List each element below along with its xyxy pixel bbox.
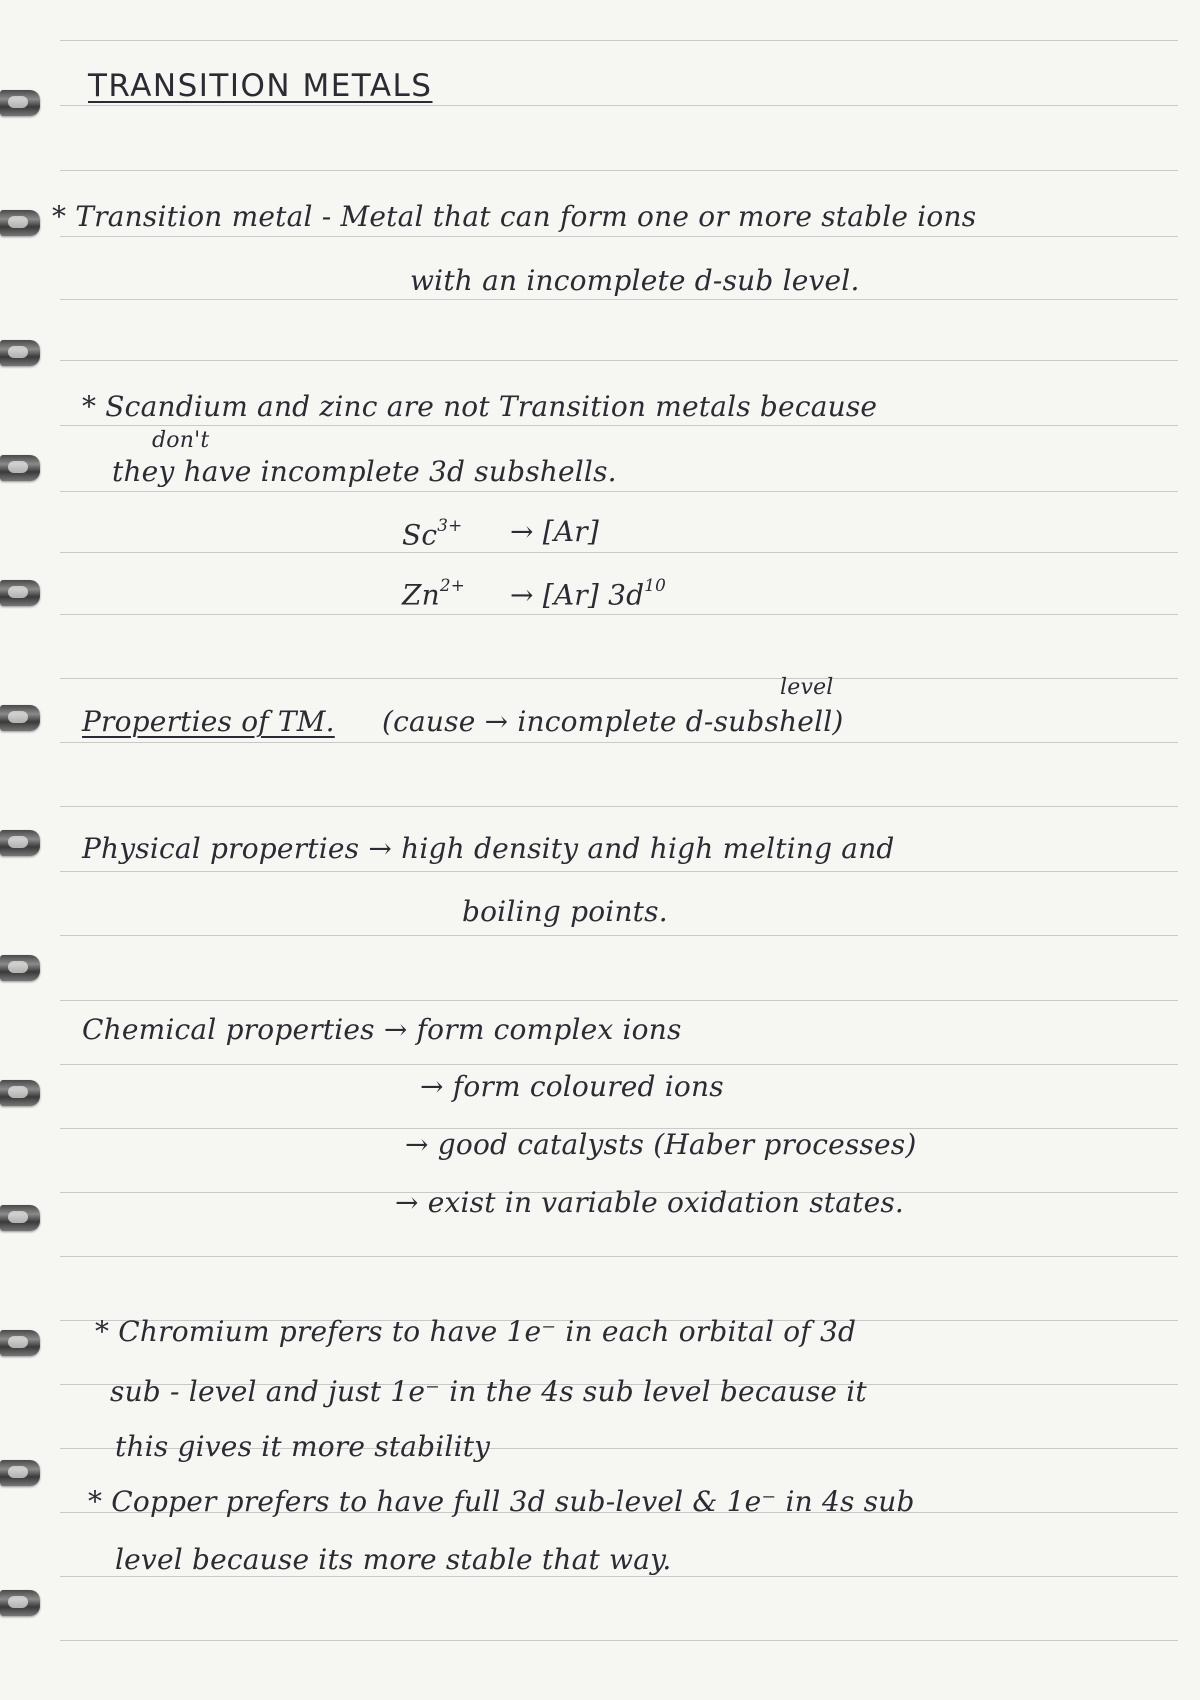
caret-insert-level: level bbox=[780, 675, 834, 700]
binder-hook bbox=[0, 580, 40, 606]
ruled-line bbox=[60, 491, 1178, 492]
binder-hook bbox=[0, 340, 40, 366]
scandium-symbol: Sc bbox=[402, 518, 438, 552]
ruled-line bbox=[60, 299, 1178, 300]
definition-line-2: with an incomplete d-sub level. bbox=[410, 264, 860, 297]
scandium-configuration: → [Ar] bbox=[510, 515, 600, 548]
chemical-properties-line-1: Chemical properties → form complex ions bbox=[82, 1013, 682, 1046]
ruled-line bbox=[60, 40, 1178, 41]
ruled-line bbox=[60, 806, 1178, 807]
ruled-line bbox=[60, 1064, 1178, 1065]
physical-properties-line-2: boiling points. bbox=[462, 895, 668, 928]
zinc-symbol: Zn bbox=[402, 578, 440, 612]
ruled-line bbox=[60, 425, 1178, 426]
binder-hook bbox=[0, 955, 40, 981]
page-title: TRANSITION METALS bbox=[88, 68, 433, 104]
ruled-line bbox=[60, 1576, 1178, 1577]
caret-insert-dont: don't bbox=[152, 428, 210, 453]
ruled-line bbox=[60, 871, 1178, 872]
physical-properties-line-1: Physical properties → high density and high melting and bbox=[82, 832, 895, 865]
scandium-ion bbox=[402, 515, 462, 551]
chromium-line-1: * Chromium prefers to have 1e⁻ in each orbital of 3d bbox=[95, 1315, 857, 1348]
scandium-charge: 3+ bbox=[437, 515, 463, 535]
zinc-config-exponent: 10 bbox=[644, 575, 667, 595]
ruled-line bbox=[60, 1640, 1178, 1641]
zinc-charge: 2+ bbox=[439, 575, 466, 595]
scandium-zinc-line-1: * Scandium and zinc are not Transition metals because bbox=[82, 390, 878, 423]
ruled-line bbox=[60, 552, 1178, 553]
binder-hook bbox=[0, 1080, 40, 1106]
ruled-line bbox=[60, 678, 1178, 679]
chemical-properties-line-2: → form coloured ions bbox=[420, 1070, 724, 1103]
copper-line-1: * Copper prefers to have full 3d sub-level & 1e⁻ in 4s sub bbox=[88, 1485, 915, 1518]
scandium-zinc-line-2: they have incomplete 3d subshells. bbox=[112, 455, 617, 488]
ruled-line bbox=[60, 170, 1178, 171]
binder-hook bbox=[0, 830, 40, 856]
chemical-properties-line-3: → good catalysts (Haber processes) bbox=[405, 1128, 917, 1161]
binder-hook bbox=[0, 1590, 40, 1616]
binder-hook bbox=[0, 1205, 40, 1231]
ruled-line bbox=[60, 1000, 1178, 1001]
binder-hook bbox=[0, 1330, 40, 1356]
chemical-properties-line-4: → exist in variable oxidation states. bbox=[395, 1186, 905, 1219]
binder-hook bbox=[0, 705, 40, 731]
ruled-line bbox=[60, 1256, 1178, 1257]
chromium-line-3: this gives it more stability bbox=[115, 1430, 491, 1463]
ruled-line bbox=[60, 742, 1178, 743]
properties-cause-note: (cause → incomplete d-subshell) bbox=[382, 705, 844, 738]
ruled-line bbox=[60, 236, 1178, 237]
ruled-line bbox=[60, 105, 1178, 106]
binder-hook bbox=[0, 1460, 40, 1486]
zinc-ion bbox=[402, 575, 465, 611]
properties-heading: Properties of TM. bbox=[82, 705, 335, 738]
binder-hook bbox=[0, 210, 40, 236]
chromium-line-2: sub - level and just 1e⁻ in the 4s sub level because it bbox=[110, 1375, 867, 1408]
ruled-line bbox=[60, 614, 1178, 615]
binder-hook bbox=[0, 455, 40, 481]
ruled-line bbox=[60, 935, 1178, 936]
copper-line-2: level because its more stable that way. bbox=[115, 1543, 672, 1576]
ruled-line bbox=[60, 360, 1178, 361]
zinc-config-text: → [Ar] 3d bbox=[510, 578, 645, 612]
definition-line-1: * Transition metal - Metal that can form one or more stable ions bbox=[52, 200, 977, 233]
zinc-configuration bbox=[510, 575, 666, 611]
binder-hook bbox=[0, 90, 40, 116]
